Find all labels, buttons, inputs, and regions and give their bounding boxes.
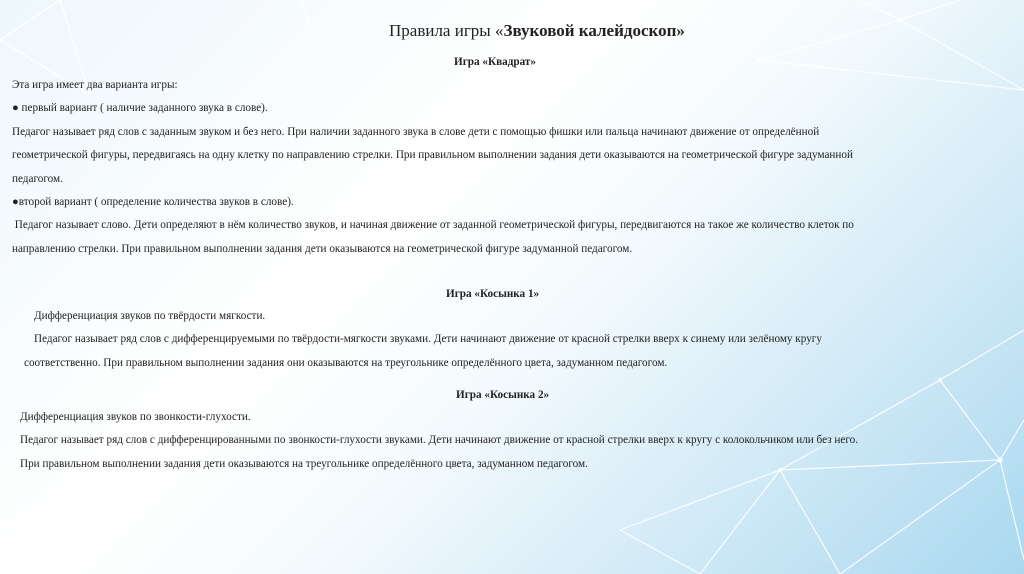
text-line: Педагог называет ряд слов с дифференцируемыми по твёрдости-мягкости звуками. Дети начинают движение от красной стрелки вверх к синему или зелёному кругу xyxy=(34,333,822,346)
text-line: ●второй вариант ( определение количества звуков в слове). xyxy=(12,196,294,209)
page-title-bold: Звуковой калейдоскоп» xyxy=(503,21,685,40)
section-heading-kvadrat: Игра «Квадрат» xyxy=(454,56,537,68)
section-heading-kosynka-1: Игра «Косынка 1» xyxy=(446,288,540,300)
text-line: педагогом. xyxy=(12,172,63,185)
text-line: Педагог называет слово. Дети определяют в нём количество звуков, и начиная движение от заданной геометрической фигуры, передвигаются на такое же количество клеток по xyxy=(12,219,854,232)
page-title xyxy=(389,21,685,41)
section-kosynka-1-body xyxy=(24,305,822,375)
text-line: Педагог называет ряд слов с дифференцированными по звонкости-глухости звуками. Дети начинают движение от красной стрелки вверх к кругу с колокольчиком или без него. xyxy=(20,434,859,447)
text-line: направлению стрелки. При правильном выполнении задания дети оказываются на геометрической фигуре задуманной педагогом. xyxy=(12,242,633,255)
text-line: геометрической фигуры, передвигаясь на одну клетку по направлению стрелки. При правильном выполнении задания дети оказываются на геометрической фигуре задуманной xyxy=(12,149,853,162)
section-kosynka-2-body xyxy=(20,406,858,476)
text-line: Дифференциация звуков по звонкости-глухости. xyxy=(20,411,251,423)
text-line: Дифференциация звуков по твёрдости мягкости. xyxy=(34,310,266,322)
text-line: Эта игра имеет два варианта игры: xyxy=(12,79,178,91)
text-line: Педагог называет ряд слов с заданным звуком и без него. При наличии заданного звука в слове дети с помощью фишки или пальца начинают движение от определённой xyxy=(12,125,820,138)
page-title-prefix: Правила игры « xyxy=(389,21,504,40)
section-kvadrat-body xyxy=(12,74,854,261)
text-line: соответственно. При правильном выполнении задания они оказываются на треугольнике определённого цвета, задуманном педагогом. xyxy=(24,356,668,369)
section-heading-kosynka-2: Игра «Косынка 2» xyxy=(456,389,550,401)
text-line: ● первый вариант ( наличие заданного звука в слове). xyxy=(12,102,268,115)
text-line: При правильном выполнении задания дети оказываются на треугольнике определённого цвета, задуманном педагогом. xyxy=(20,457,588,470)
